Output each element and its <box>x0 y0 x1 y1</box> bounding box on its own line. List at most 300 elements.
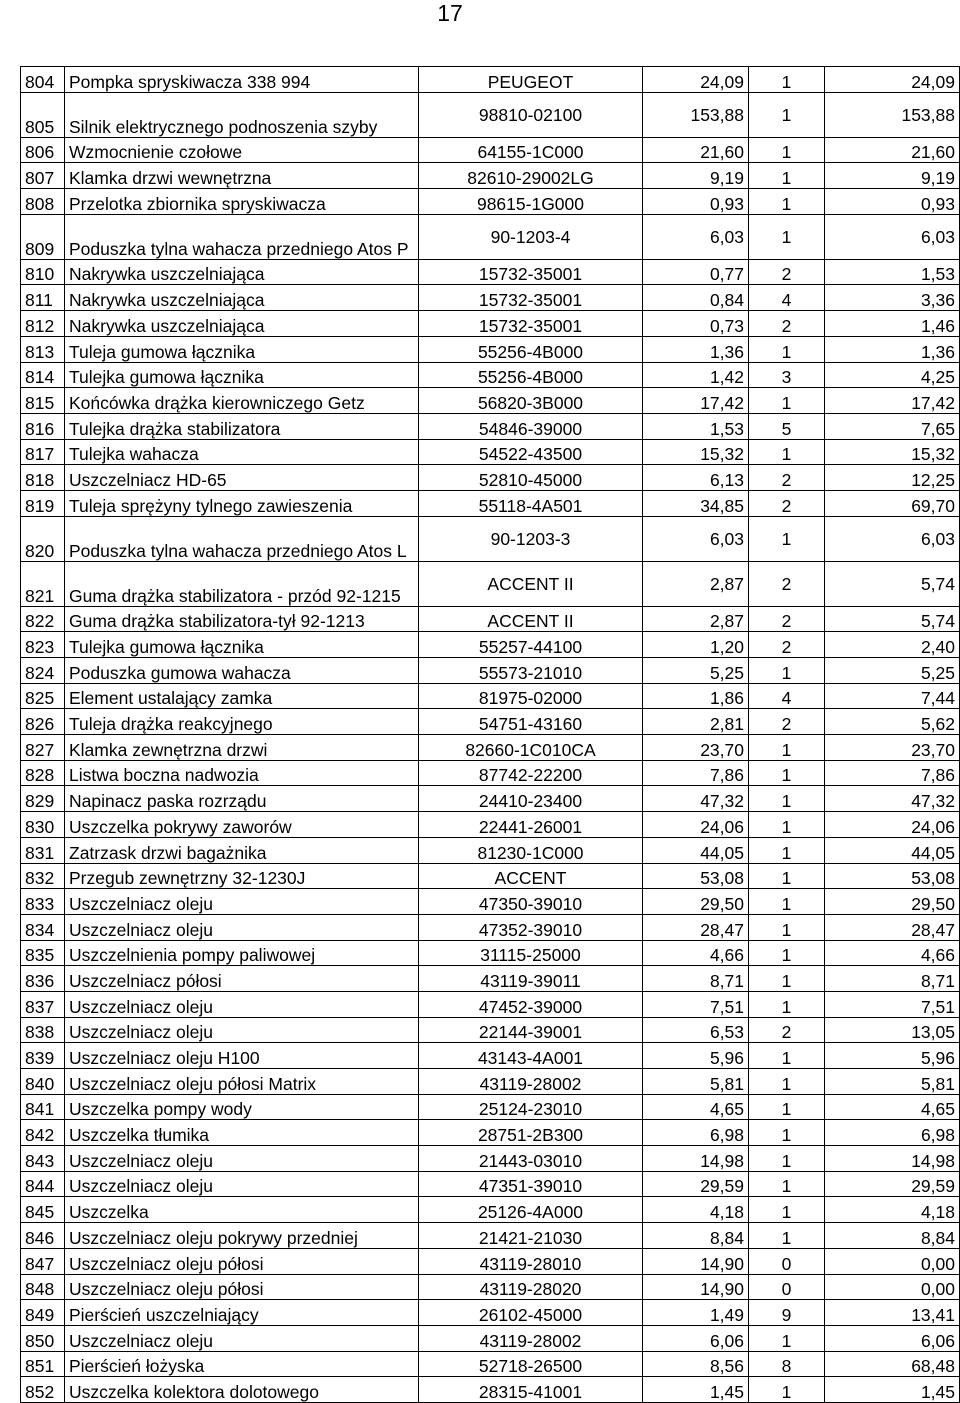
row-number-cell: 832 <box>21 863 65 889</box>
unit-price-cell: 24,09 <box>643 67 749 93</box>
total-value-cell: 29,59 <box>825 1171 960 1197</box>
part-name-cell: Tuleja gumowa łącznika <box>65 336 419 362</box>
part-name-cell: Uszczelniacz oleju pokrywy przedniej <box>65 1223 419 1249</box>
row-number-cell: 846 <box>21 1223 65 1249</box>
part-code-cell: 52718-26500 <box>419 1351 643 1377</box>
part-code-cell: 90-1203-4 <box>419 214 643 259</box>
row-number-cell: 835 <box>21 940 65 966</box>
table-row <box>21 683 960 709</box>
part-name-cell: Poduszka gumowa wahacza <box>65 658 419 684</box>
part-name-cell: Guma drążka stabilizatora - przód 92-1215 <box>65 561 419 606</box>
part-name-cell: Uszczelka pokrywy zaworów <box>65 812 419 838</box>
quantity-cell: 1 <box>749 1069 825 1095</box>
row-number-cell: 844 <box>21 1171 65 1197</box>
quantity-cell: 1 <box>749 67 825 93</box>
part-code-cell: 43143-4A001 <box>419 1043 643 1069</box>
table-row <box>21 606 960 632</box>
total-value-cell: 5,62 <box>825 709 960 735</box>
part-code-cell: 98810-02100 <box>419 92 643 137</box>
total-value-cell: 53,08 <box>825 863 960 889</box>
part-code-cell: 54522-43500 <box>419 439 643 465</box>
quantity-cell: 1 <box>749 1197 825 1223</box>
part-name-cell: Uszczelniacz oleju <box>65 1171 419 1197</box>
part-code-cell: 55257-44100 <box>419 632 643 658</box>
part-code-cell: 90-1203-3 <box>419 516 643 561</box>
part-code-cell: 47351-39010 <box>419 1171 643 1197</box>
row-number-cell: 808 <box>21 189 65 215</box>
quantity-cell: 1 <box>749 863 825 889</box>
quantity-cell: 1 <box>749 336 825 362</box>
table-row <box>21 1197 960 1223</box>
part-name-cell: Napinacz paska rozrządu <box>65 786 419 812</box>
row-number-cell: 817 <box>21 439 65 465</box>
part-name-cell: Element ustalający zamka <box>65 683 419 709</box>
part-name-cell: Uszczelka kolektora dolotowego <box>65 1377 419 1403</box>
part-name-cell: Uszczelniacz HD-65 <box>65 465 419 491</box>
quantity-cell: 1 <box>749 966 825 992</box>
total-value-cell: 14,98 <box>825 1146 960 1172</box>
part-code-cell: 43119-39011 <box>419 966 643 992</box>
row-number-cell: 829 <box>21 786 65 812</box>
unit-price-cell: 2,81 <box>643 709 749 735</box>
unit-price-cell: 6,53 <box>643 1017 749 1043</box>
table-row <box>21 914 960 940</box>
table-row <box>21 1043 960 1069</box>
part-name-cell: Guma drążka stabilizatora-tył 92-1213 <box>65 606 419 632</box>
quantity-cell: 1 <box>749 439 825 465</box>
quantity-cell: 1 <box>749 889 825 915</box>
part-name-cell: Przegub zewnętrzny 32-1230J <box>65 863 419 889</box>
total-value-cell: 0,00 <box>825 1274 960 1300</box>
unit-price-cell: 1,42 <box>643 362 749 388</box>
table-row <box>21 1171 960 1197</box>
total-value-cell: 3,36 <box>825 285 960 311</box>
table-row <box>21 1120 960 1146</box>
unit-price-cell: 4,65 <box>643 1094 749 1120</box>
row-number-cell: 838 <box>21 1017 65 1043</box>
row-number-cell: 821 <box>21 561 65 606</box>
quantity-cell: 1 <box>749 735 825 761</box>
part-code-cell: 43119-28002 <box>419 1069 643 1095</box>
quantity-cell: 1 <box>749 516 825 561</box>
quantity-cell: 1 <box>749 940 825 966</box>
quantity-cell: 1 <box>749 1120 825 1146</box>
row-number-cell: 839 <box>21 1043 65 1069</box>
row-number-cell: 812 <box>21 311 65 337</box>
quantity-cell: 2 <box>749 311 825 337</box>
unit-price-cell: 44,05 <box>643 837 749 863</box>
total-value-cell: 5,25 <box>825 658 960 684</box>
part-code-cell: 55573-21010 <box>419 658 643 684</box>
part-code-cell: 52810-45000 <box>419 465 643 491</box>
table-row <box>21 189 960 215</box>
part-name-cell: Tulejka gumowa łącznika <box>65 632 419 658</box>
part-code-cell: 55256-4B000 <box>419 362 643 388</box>
row-number-cell: 805 <box>21 92 65 137</box>
table-row <box>21 388 960 414</box>
table-row <box>21 1325 960 1351</box>
parts-table <box>20 66 960 1403</box>
quantity-cell: 1 <box>749 163 825 189</box>
row-number-cell: 842 <box>21 1120 65 1146</box>
quantity-cell: 1 <box>749 1377 825 1403</box>
part-code-cell: 21443-03010 <box>419 1146 643 1172</box>
part-name-cell: Uszczelka tłumika <box>65 1120 419 1146</box>
part-code-cell: 28315-41001 <box>419 1377 643 1403</box>
quantity-cell: 1 <box>749 812 825 838</box>
part-name-cell: Końcówka drążka kierowniczego Getz <box>65 388 419 414</box>
total-value-cell: 21,60 <box>825 137 960 163</box>
total-value-cell: 7,51 <box>825 991 960 1017</box>
unit-price-cell: 9,19 <box>643 163 749 189</box>
table-row <box>21 632 960 658</box>
part-name-cell: Pompka spryskiwacza 338 994 <box>65 67 419 93</box>
part-name-cell: Tuleja drążka reakcyjnego <box>65 709 419 735</box>
table-row <box>21 490 960 516</box>
row-number-cell: 849 <box>21 1300 65 1326</box>
unit-price-cell: 28,47 <box>643 914 749 940</box>
row-number-cell: 816 <box>21 413 65 439</box>
total-value-cell: 5,96 <box>825 1043 960 1069</box>
part-code-cell: 81975-02000 <box>419 683 643 709</box>
row-number-cell: 845 <box>21 1197 65 1223</box>
quantity-cell: 2 <box>749 606 825 632</box>
part-code-cell: 56820-3B000 <box>419 388 643 414</box>
part-name-cell: Nakrywka uszczelniająca <box>65 311 419 337</box>
table-row <box>21 465 960 491</box>
unit-price-cell: 6,98 <box>643 1120 749 1146</box>
row-number-cell: 819 <box>21 490 65 516</box>
quantity-cell: 3 <box>749 362 825 388</box>
table-row <box>21 336 960 362</box>
unit-price-cell: 6,03 <box>643 214 749 259</box>
row-number-cell: 818 <box>21 465 65 491</box>
unit-price-cell: 7,86 <box>643 760 749 786</box>
part-name-cell: Uszczelka <box>65 1197 419 1223</box>
part-code-cell: 55256-4B000 <box>419 336 643 362</box>
part-code-cell: 43119-28002 <box>419 1325 643 1351</box>
unit-price-cell: 34,85 <box>643 490 749 516</box>
part-name-cell: Uszczelniacz oleju <box>65 991 419 1017</box>
unit-price-cell: 8,71 <box>643 966 749 992</box>
unit-price-cell: 5,25 <box>643 658 749 684</box>
part-name-cell: Wzmocnienie czołowe <box>65 137 419 163</box>
part-code-cell: ACCENT <box>419 863 643 889</box>
row-number-cell: 851 <box>21 1351 65 1377</box>
table-row <box>21 259 960 285</box>
table-row <box>21 940 960 966</box>
part-name-cell: Nakrywka uszczelniająca <box>65 259 419 285</box>
total-value-cell: 5,74 <box>825 561 960 606</box>
total-value-cell: 1,45 <box>825 1377 960 1403</box>
part-code-cell: 43119-28010 <box>419 1248 643 1274</box>
row-number-cell: 847 <box>21 1248 65 1274</box>
row-number-cell: 814 <box>21 362 65 388</box>
total-value-cell: 9,19 <box>825 163 960 189</box>
part-code-cell: ACCENT II <box>419 606 643 632</box>
part-name-cell: Poduszka tylna wahacza przedniego Atos L <box>65 516 419 561</box>
table-row <box>21 1300 960 1326</box>
quantity-cell: 1 <box>749 1146 825 1172</box>
total-value-cell: 6,03 <box>825 214 960 259</box>
unit-price-cell: 4,18 <box>643 1197 749 1223</box>
total-value-cell: 29,50 <box>825 889 960 915</box>
quantity-cell: 0 <box>749 1248 825 1274</box>
total-value-cell: 6,98 <box>825 1120 960 1146</box>
part-code-cell: 24410-23400 <box>419 786 643 812</box>
table-row <box>21 214 960 259</box>
part-name-cell: Pierścień uszczelniający <box>65 1300 419 1326</box>
total-value-cell: 8,84 <box>825 1223 960 1249</box>
unit-price-cell: 15,32 <box>643 439 749 465</box>
part-name-cell: Tulejka wahacza <box>65 439 419 465</box>
row-number-cell: 834 <box>21 914 65 940</box>
total-value-cell: 28,47 <box>825 914 960 940</box>
table-row <box>21 561 960 606</box>
part-name-cell: Uszczelniacz oleju <box>65 1146 419 1172</box>
table-row <box>21 67 960 93</box>
part-code-cell: 55118-4A501 <box>419 490 643 516</box>
unit-price-cell: 4,66 <box>643 940 749 966</box>
table-row <box>21 362 960 388</box>
part-code-cell: 31115-25000 <box>419 940 643 966</box>
part-code-cell: 64155-1C000 <box>419 137 643 163</box>
quantity-cell: 1 <box>749 137 825 163</box>
part-name-cell: Przelotka zbiornika spryskiwacza <box>65 189 419 215</box>
table-row <box>21 413 960 439</box>
total-value-cell: 6,06 <box>825 1325 960 1351</box>
quantity-cell: 4 <box>749 683 825 709</box>
total-value-cell: 15,32 <box>825 439 960 465</box>
unit-price-cell: 1,49 <box>643 1300 749 1326</box>
row-number-cell: 827 <box>21 735 65 761</box>
quantity-cell: 1 <box>749 837 825 863</box>
total-value-cell: 4,18 <box>825 1197 960 1223</box>
quantity-cell: 2 <box>749 632 825 658</box>
row-number-cell: 815 <box>21 388 65 414</box>
unit-price-cell: 6,06 <box>643 1325 749 1351</box>
part-name-cell: Klamka zewnętrzna drzwi <box>65 735 419 761</box>
quantity-cell: 1 <box>749 1171 825 1197</box>
unit-price-cell: 5,81 <box>643 1069 749 1095</box>
part-code-cell: 82610-29002LG <box>419 163 643 189</box>
part-code-cell: 47452-39000 <box>419 991 643 1017</box>
table-row <box>21 1069 960 1095</box>
part-name-cell: Uszczelniacz półosi <box>65 966 419 992</box>
total-value-cell: 24,06 <box>825 812 960 838</box>
table-row <box>21 786 960 812</box>
unit-price-cell: 14,90 <box>643 1274 749 1300</box>
total-value-cell: 47,32 <box>825 786 960 812</box>
unit-price-cell: 0,84 <box>643 285 749 311</box>
unit-price-cell: 1,20 <box>643 632 749 658</box>
quantity-cell: 1 <box>749 388 825 414</box>
part-code-cell: 47350-39010 <box>419 889 643 915</box>
table-row <box>21 163 960 189</box>
row-number-cell: 850 <box>21 1325 65 1351</box>
quantity-cell: 1 <box>749 1325 825 1351</box>
part-code-cell: 22441-26001 <box>419 812 643 838</box>
part-code-cell: ACCENT II <box>419 561 643 606</box>
unit-price-cell: 6,03 <box>643 516 749 561</box>
part-name-cell: Tulejka gumowa łącznika <box>65 362 419 388</box>
unit-price-cell: 47,32 <box>643 786 749 812</box>
row-number-cell: 828 <box>21 760 65 786</box>
row-number-cell: 823 <box>21 632 65 658</box>
quantity-cell: 1 <box>749 760 825 786</box>
total-value-cell: 69,70 <box>825 490 960 516</box>
total-value-cell: 4,65 <box>825 1094 960 1120</box>
part-name-cell: Pierścień łożyska <box>65 1351 419 1377</box>
table-row <box>21 1351 960 1377</box>
table-row <box>21 1094 960 1120</box>
total-value-cell: 0,00 <box>825 1248 960 1274</box>
row-number-cell: 804 <box>21 67 65 93</box>
unit-price-cell: 21,60 <box>643 137 749 163</box>
part-code-cell: 54846-39000 <box>419 413 643 439</box>
part-code-cell: PEUGEOT <box>419 67 643 93</box>
row-number-cell: 825 <box>21 683 65 709</box>
table-row <box>21 1223 960 1249</box>
total-value-cell: 13,05 <box>825 1017 960 1043</box>
part-code-cell: 15732-35001 <box>419 311 643 337</box>
total-value-cell: 23,70 <box>825 735 960 761</box>
row-number-cell: 826 <box>21 709 65 735</box>
total-value-cell: 1,46 <box>825 311 960 337</box>
part-code-cell: 98615-1G000 <box>419 189 643 215</box>
unit-price-cell: 8,84 <box>643 1223 749 1249</box>
quantity-cell: 1 <box>749 92 825 137</box>
quantity-cell: 4 <box>749 285 825 311</box>
table-row <box>21 812 960 838</box>
total-value-cell: 7,65 <box>825 413 960 439</box>
page-number: 17 <box>437 0 463 26</box>
quantity-cell: 1 <box>749 991 825 1017</box>
table-row <box>21 889 960 915</box>
total-value-cell: 24,09 <box>825 67 960 93</box>
row-number-cell: 820 <box>21 516 65 561</box>
part-name-cell: Poduszka tylna wahacza przedniego Atos P <box>65 214 419 259</box>
unit-price-cell: 6,13 <box>643 465 749 491</box>
row-number-cell: 833 <box>21 889 65 915</box>
row-number-cell: 841 <box>21 1094 65 1120</box>
total-value-cell: 1,53 <box>825 259 960 285</box>
row-number-cell: 843 <box>21 1146 65 1172</box>
table-row <box>21 966 960 992</box>
total-value-cell: 153,88 <box>825 92 960 137</box>
table-row <box>21 1377 960 1403</box>
total-value-cell: 7,86 <box>825 760 960 786</box>
row-number-cell: 807 <box>21 163 65 189</box>
row-number-cell: 840 <box>21 1069 65 1095</box>
total-value-cell: 2,40 <box>825 632 960 658</box>
quantity-cell: 2 <box>749 490 825 516</box>
total-value-cell: 4,66 <box>825 940 960 966</box>
total-value-cell: 5,81 <box>825 1069 960 1095</box>
part-code-cell: 22144-39001 <box>419 1017 643 1043</box>
part-name-cell: Uszczelniacz oleju półosi Matrix <box>65 1069 419 1095</box>
quantity-cell: 1 <box>749 786 825 812</box>
part-code-cell: 28751-2B300 <box>419 1120 643 1146</box>
table-row <box>21 863 960 889</box>
unit-price-cell: 2,87 <box>643 561 749 606</box>
part-name-cell: Nakrywka uszczelniająca <box>65 285 419 311</box>
total-value-cell: 13,41 <box>825 1300 960 1326</box>
table-row <box>21 760 960 786</box>
part-code-cell: 87742-22200 <box>419 760 643 786</box>
total-value-cell: 44,05 <box>825 837 960 863</box>
part-code-cell: 15732-35001 <box>419 259 643 285</box>
unit-price-cell: 23,70 <box>643 735 749 761</box>
part-name-cell: Uszczelniacz oleju <box>65 1325 419 1351</box>
table-row <box>21 516 960 561</box>
unit-price-cell: 2,87 <box>643 606 749 632</box>
row-number-cell: 810 <box>21 259 65 285</box>
parts-table-body <box>21 67 960 1403</box>
unit-price-cell: 8,56 <box>643 1351 749 1377</box>
total-value-cell: 68,48 <box>825 1351 960 1377</box>
part-code-cell: 21421-21030 <box>419 1223 643 1249</box>
total-value-cell: 1,36 <box>825 336 960 362</box>
part-code-cell: 81230-1C000 <box>419 837 643 863</box>
quantity-cell: 5 <box>749 413 825 439</box>
row-number-cell: 848 <box>21 1274 65 1300</box>
unit-price-cell: 0,73 <box>643 311 749 337</box>
table-row <box>21 1146 960 1172</box>
row-number-cell: 806 <box>21 137 65 163</box>
table-row <box>21 285 960 311</box>
row-number-cell: 830 <box>21 812 65 838</box>
table-row <box>21 137 960 163</box>
part-name-cell: Listwa boczna nadwozia <box>65 760 419 786</box>
quantity-cell: 1 <box>749 658 825 684</box>
table-row <box>21 991 960 1017</box>
row-number-cell: 837 <box>21 991 65 1017</box>
unit-price-cell: 1,36 <box>643 336 749 362</box>
table-row <box>21 709 960 735</box>
unit-price-cell: 7,51 <box>643 991 749 1017</box>
table-row <box>21 1274 960 1300</box>
unit-price-cell: 29,50 <box>643 889 749 915</box>
quantity-cell: 9 <box>749 1300 825 1326</box>
part-name-cell: Uszczelniacz oleju H100 <box>65 1043 419 1069</box>
quantity-cell: 2 <box>749 259 825 285</box>
total-value-cell: 4,25 <box>825 362 960 388</box>
quantity-cell: 1 <box>749 914 825 940</box>
part-code-cell: 82660-1C010CA <box>419 735 643 761</box>
quantity-cell: 0 <box>749 1274 825 1300</box>
quantity-cell: 1 <box>749 1094 825 1120</box>
unit-price-cell: 1,86 <box>643 683 749 709</box>
quantity-cell: 1 <box>749 1043 825 1069</box>
row-number-cell: 824 <box>21 658 65 684</box>
unit-price-cell: 53,08 <box>643 863 749 889</box>
unit-price-cell: 0,93 <box>643 189 749 215</box>
total-value-cell: 17,42 <box>825 388 960 414</box>
part-code-cell: 47352-39010 <box>419 914 643 940</box>
part-name-cell: Zatrzask drzwi bagażnika <box>65 837 419 863</box>
part-code-cell: 43119-28020 <box>419 1274 643 1300</box>
row-number-cell: 852 <box>21 1377 65 1403</box>
unit-price-cell: 1,53 <box>643 413 749 439</box>
unit-price-cell: 14,90 <box>643 1248 749 1274</box>
row-number-cell: 809 <box>21 214 65 259</box>
part-code-cell: 25124-23010 <box>419 1094 643 1120</box>
unit-price-cell: 5,96 <box>643 1043 749 1069</box>
row-number-cell: 813 <box>21 336 65 362</box>
part-name-cell: Uszczelniacz oleju <box>65 889 419 915</box>
part-code-cell: 54751-43160 <box>419 709 643 735</box>
